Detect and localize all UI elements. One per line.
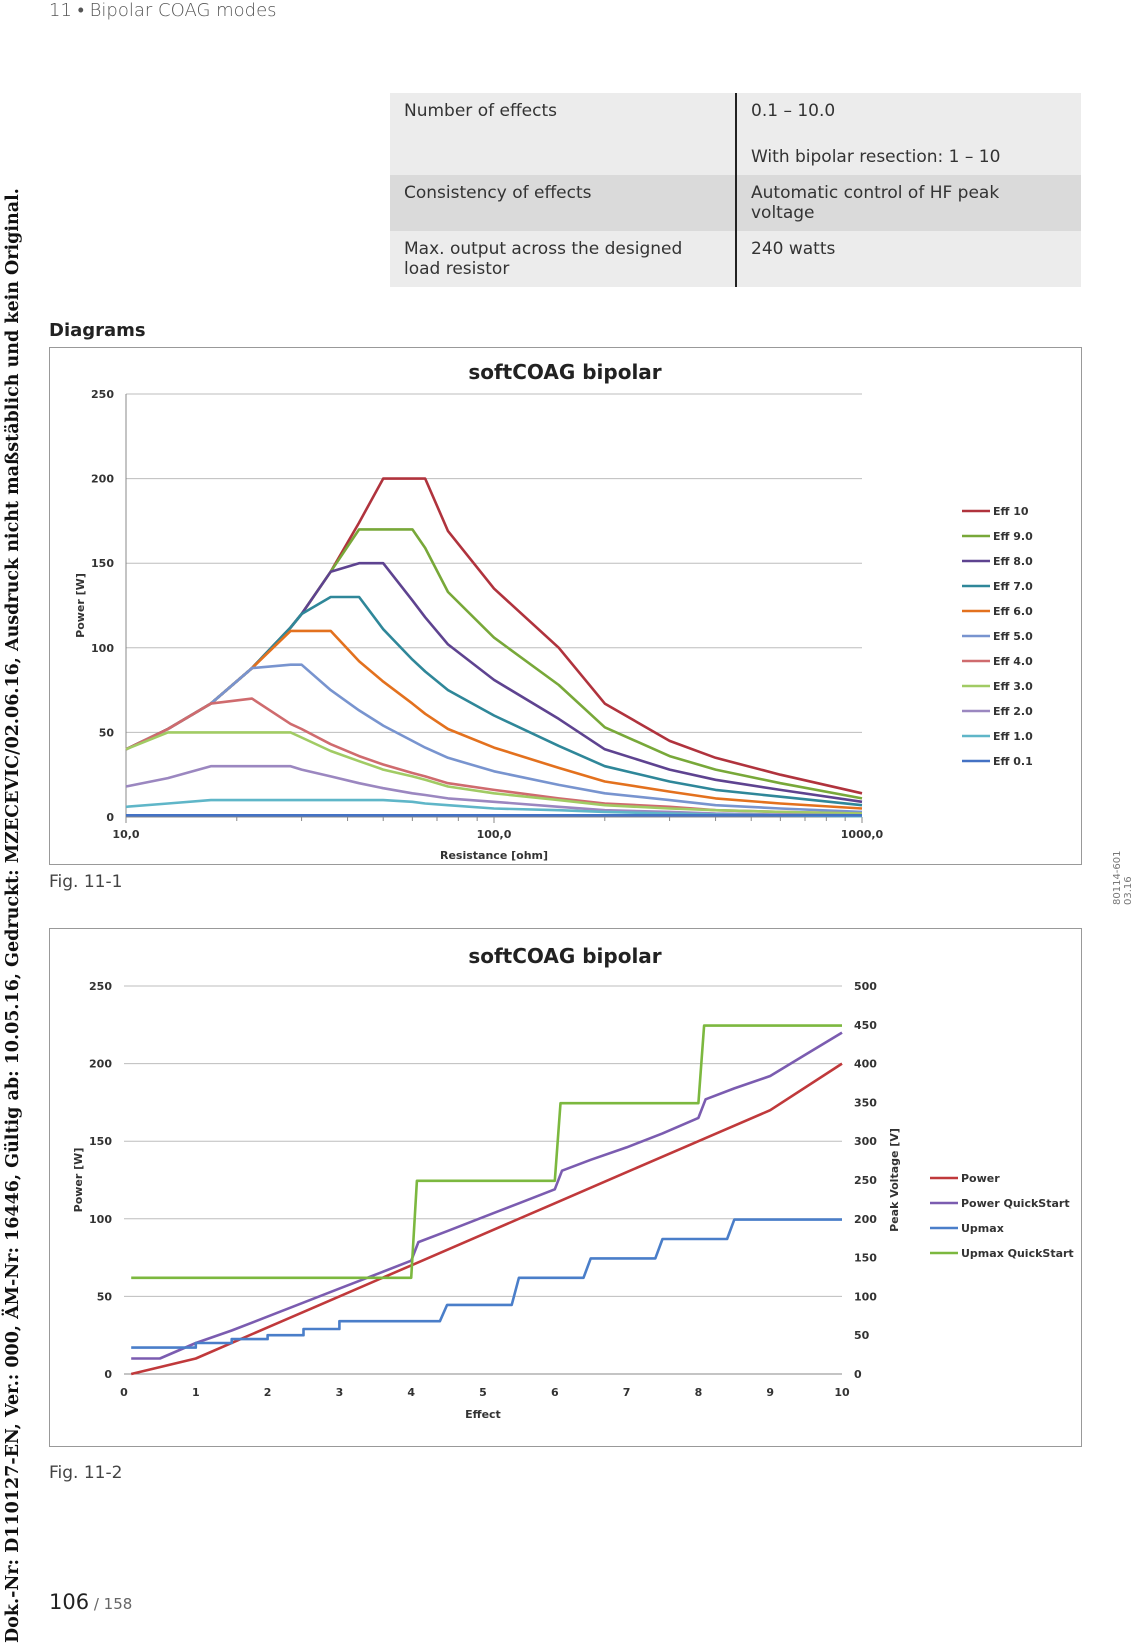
table-row [390,175,1081,231]
page-current: 106 [49,1590,90,1614]
x-tick-label: 0 [120,1386,128,1399]
y2-tick-label: 200 [854,1212,877,1226]
document-code-date: 03.16 [1123,876,1134,905]
chart-2 [50,929,1081,1446]
x-tick-label: 3 [335,1386,344,1399]
legend-label: Eff 9.0 [993,530,1033,543]
spec-label: Consistency of effects [390,175,736,231]
chart-title: softCOAG bipolar [468,360,662,384]
x-tick-label: 6 [550,1386,559,1399]
y-tick-label: 250 [91,388,114,401]
y2-tick-label: 0 [854,1368,862,1381]
specification-table [390,93,1081,287]
x-tick-label: 4 [407,1386,416,1399]
spec-value: Automatic control of HF peak voltage [736,175,1081,231]
series-line [126,631,862,809]
document-id-sidebar: Dok.-Nr: D110127-EN, Ver.: 000, ÄM-Nr: 16446, Gültig ab: 10.05.16, Gedruckt: MZECEVIC/02.06.16, Ausdruck nicht maßstäblich und kein Original. [3,188,23,1643]
y2-tick-label: 100 [854,1290,877,1304]
y-tick-label: 150 [89,1135,112,1149]
y2-tick-label: 50 [854,1329,870,1343]
y-tick-label: 100 [89,1212,112,1226]
spec-value: 0.1 – 10.0 [751,101,836,121]
y2-tick-label: 350 [854,1096,877,1110]
legend-label: Upmax QuickStart [961,1247,1074,1260]
x-tick-label: 100,0 [476,828,512,841]
x-axis-label: Resistance [ohm] [439,849,549,862]
x-tick-label: 10 [834,1386,850,1399]
document-code [1112,850,1134,905]
legend-label: Eff 4.0 [993,655,1033,668]
spec-value-extra: With bipolar resection: 1 – 10 [751,147,1001,167]
page-number [49,1590,132,1614]
legend-label: Eff 8.0 [993,555,1033,568]
spec-label: Number of effects [390,93,736,175]
chart-2-frame [49,928,1082,1447]
x-tick-label: 9 [766,1386,775,1399]
table-row [390,93,1081,175]
spec-label: Max. output across the designed load resistor [390,231,736,287]
legend-label: Upmax [961,1222,1004,1235]
y2-tick-label: 400 [854,1057,877,1071]
y-tick-label: 200 [91,472,114,486]
y2-tick-label: 450 [854,1018,877,1032]
y2-tick-label: 300 [854,1135,877,1149]
y2-axis-label: Peak Voltage [V] [888,1128,901,1232]
x-tick-label: 8 [694,1386,703,1399]
figure-caption-2: Fig. 11-2 [49,1463,123,1483]
y-tick-label: 0 [106,811,114,824]
x-axis-label: Effect [465,1408,501,1421]
legend-label: Eff 10 [993,505,1029,518]
page-header: 11 • Bipolar COAG modes [49,0,277,21]
x-tick-label: 1 [191,1386,200,1399]
legend-label: Eff 6.0 [993,605,1033,618]
x-tick-label: 5 [479,1386,487,1399]
y-tick-label: 50 [96,1290,112,1304]
legend-label: Eff 7.0 [993,580,1033,593]
y2-tick-label: 500 [854,980,877,993]
legend-label: Eff 5.0 [993,630,1033,643]
chart-1 [50,348,1081,864]
y-tick-label: 250 [89,980,112,993]
legend-label: Eff 2.0 [993,705,1033,718]
series-line [126,529,862,798]
legend-label: Eff 0.1 [993,755,1033,768]
y-tick-label: 50 [98,726,114,740]
legend-label: Power [961,1172,1000,1185]
legend-label: Eff 3.0 [993,680,1033,693]
spec-value: 240 watts [736,231,1081,287]
y-tick-label: 0 [104,1368,112,1381]
y-tick-label: 150 [91,557,114,571]
series-line [131,1033,842,1359]
y-tick-label: 200 [89,1057,112,1071]
chart-1-frame [49,347,1082,865]
legend-label: Eff 1.0 [993,730,1033,743]
y-tick-label: 100 [91,641,114,655]
y-axis-label: Power [W] [72,1147,85,1213]
x-tick-label: 1000,0 [840,828,884,841]
document-code-number: 80114-601 [1112,850,1123,905]
chart-title: softCOAG bipolar [468,944,662,968]
x-tick-label: 10,0 [112,828,140,841]
y2-tick-label: 250 [854,1174,877,1187]
x-tick-label: 2 [263,1386,272,1399]
y2-tick-label: 150 [854,1251,877,1265]
section-title: Diagrams [49,320,146,341]
table-row [390,231,1081,287]
y-axis-label: Power [W] [74,573,87,638]
spec-value-cell [736,93,1081,175]
figure-caption-1: Fig. 11-1 [49,872,123,892]
legend-label: Power QuickStart [961,1197,1070,1210]
page-total: / 158 [89,1595,133,1613]
x-tick-label: 7 [622,1386,631,1399]
